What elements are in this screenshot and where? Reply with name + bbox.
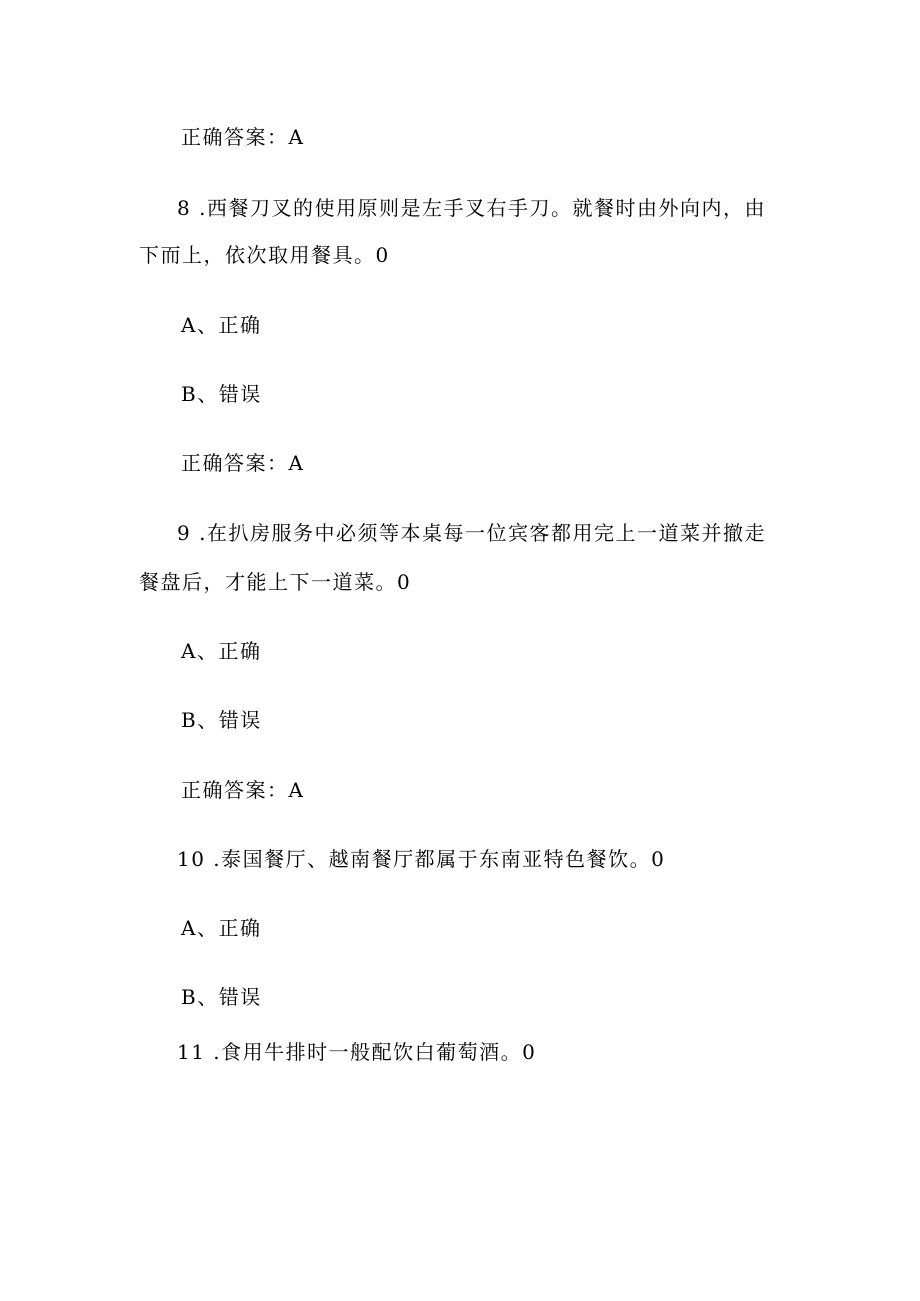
question-9-answer: 正确答案：A: [181, 778, 305, 802]
question-9-line2: 餐盘后，才能上下一道菜。0: [139, 570, 412, 594]
question-9-option-b: B、错误: [181, 708, 262, 732]
question-8-line1: 8 .西餐刀叉的使用原则是左手叉右手刀。就餐时由外向内，由: [177, 196, 766, 220]
question-8-option-a: A、正确: [181, 313, 262, 337]
question-10-option-b: B、错误: [181, 985, 262, 1009]
question-11-line1: 11 .食用牛排时一般配饮白葡萄酒。0: [177, 1040, 537, 1064]
question-8-line2: 下而上，依次取用餐具。0: [139, 243, 390, 267]
question-8-option-b: B、错误: [181, 382, 262, 406]
answer-q7: 正确答案：A: [181, 125, 305, 149]
question-9-line1: 9 .在扒房服务中必须等本桌每一位宾客都用完上一道菜并撤走: [177, 521, 766, 545]
question-10-line1: 10 .泰国餐厅、越南餐厅都属于东南亚特色餐饮。0: [177, 847, 666, 871]
question-8-answer: 正确答案：A: [181, 451, 305, 475]
question-10-option-a: A、正确: [181, 916, 262, 940]
question-9-option-a: A、正确: [181, 639, 262, 663]
